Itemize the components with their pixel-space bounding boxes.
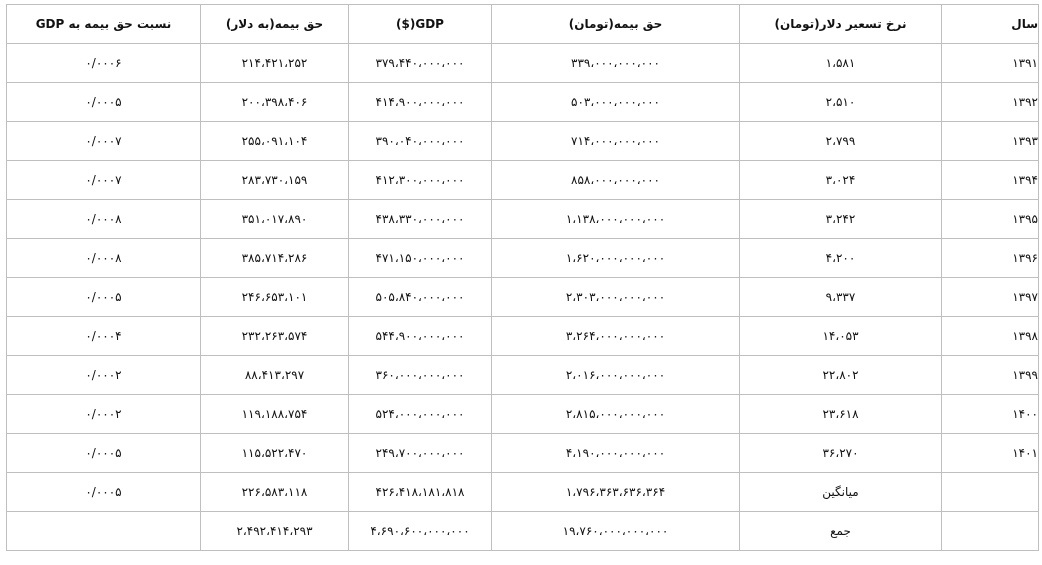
cell-premium-toman: ۸۵۸،۰۰۰،۰۰۰،۰۰۰ bbox=[492, 161, 740, 200]
cell-ratio: ۰/۰۰۰۸ bbox=[7, 200, 201, 239]
cell-rate: ۲۲،۸۰۲ bbox=[740, 356, 942, 395]
header-premium-dollar: حق بیمه(به دلار) bbox=[201, 5, 349, 44]
cell-premium-dollar: ۱۱۵،۵۲۲،۴۷۰ bbox=[201, 434, 349, 473]
cell-premium-dollar: ۲۲۶،۵۸۳،۱۱۸ bbox=[201, 473, 349, 512]
cell-year bbox=[942, 512, 1039, 551]
cell-gdp: ۴۱۴،۹۰۰،۰۰۰،۰۰۰ bbox=[349, 83, 492, 122]
cell-premium-toman: ۱،۱۳۸،۰۰۰،۰۰۰،۰۰۰ bbox=[492, 200, 740, 239]
cell-premium-dollar: ۲۴۶،۶۵۳،۱۰۱ bbox=[201, 278, 349, 317]
cell-ratio: ۰/۰۰۰۲ bbox=[7, 395, 201, 434]
table-row bbox=[7, 317, 1039, 356]
cell-rate: جمع bbox=[740, 512, 942, 551]
cell-rate: ۲۳،۶۱۸ bbox=[740, 395, 942, 434]
table-row bbox=[7, 239, 1039, 278]
cell-rate: ۳،۲۴۲ bbox=[740, 200, 942, 239]
cell-year: ۱۳۹۱ bbox=[942, 44, 1039, 83]
cell-year: ۱۳۹۴ bbox=[942, 161, 1039, 200]
cell-gdp: ۴،۶۹۰،۶۰۰،۰۰۰،۰۰۰ bbox=[349, 512, 492, 551]
cell-premium-dollar: ۲۱۴،۴۲۱،۲۵۲ bbox=[201, 44, 349, 83]
cell-gdp: ۳۶۰،۰۰۰،۰۰۰،۰۰۰ bbox=[349, 356, 492, 395]
header-gdp: GDP($) bbox=[349, 5, 492, 44]
cell-premium-dollar: ۲۸۳،۷۳۰،۱۵۹ bbox=[201, 161, 349, 200]
header-ratio: نسبت حق بیمه به GDP bbox=[7, 5, 201, 44]
cell-premium-dollar: ۳۵۱،۰۱۷،۸۹۰ bbox=[201, 200, 349, 239]
table-row bbox=[7, 44, 1039, 83]
cell-gdp: ۳۹۰،۰۴۰،۰۰۰،۰۰۰ bbox=[349, 122, 492, 161]
cell-gdp: ۴۷۱،۱۵۰،۰۰۰،۰۰۰ bbox=[349, 239, 492, 278]
cell-premium-dollar: ۲،۴۹۲،۴۱۴،۲۹۳ bbox=[201, 512, 349, 551]
cell-year: ۱۳۹۶ bbox=[942, 239, 1039, 278]
table-row bbox=[7, 434, 1039, 473]
cell-gdp: ۲۴۹،۷۰۰،۰۰۰،۰۰۰ bbox=[349, 434, 492, 473]
cell-year: ۱۳۹۸ bbox=[942, 317, 1039, 356]
cell-premium-dollar: ۲۵۵،۰۹۱،۱۰۴ bbox=[201, 122, 349, 161]
table-row bbox=[7, 356, 1039, 395]
table-row bbox=[7, 278, 1039, 317]
cell-premium-toman: ۵۰۳،۰۰۰،۰۰۰،۰۰۰ bbox=[492, 83, 740, 122]
cell-premium-toman: ۳،۲۶۴،۰۰۰،۰۰۰،۰۰۰ bbox=[492, 317, 740, 356]
cell-premium-dollar: ۲۰۰،۳۹۸،۴۰۶ bbox=[201, 83, 349, 122]
cell-premium-toman: ۲،۳۰۳،۰۰۰،۰۰۰،۰۰۰ bbox=[492, 278, 740, 317]
cell-premium-toman: ۲،۸۱۵،۰۰۰،۰۰۰،۰۰۰ bbox=[492, 395, 740, 434]
cell-premium-dollar: ۱۱۹،۱۸۸،۷۵۴ bbox=[201, 395, 349, 434]
cell-ratio: ۰/۰۰۰۷ bbox=[7, 122, 201, 161]
header-year: سال bbox=[942, 5, 1039, 44]
cell-gdp: ۴۲۶،۴۱۸،۱۸۱،۸۱۸ bbox=[349, 473, 492, 512]
cell-ratio: ۰/۰۰۰۵ bbox=[7, 434, 201, 473]
cell-premium-dollar: ۸۸،۴۱۳،۲۹۷ bbox=[201, 356, 349, 395]
cell-gdp: ۴۳۸،۳۳۰،۰۰۰،۰۰۰ bbox=[349, 200, 492, 239]
cell-ratio: ۰/۰۰۰۵ bbox=[7, 83, 201, 122]
table-row bbox=[7, 122, 1039, 161]
cell-premium-dollar: ۳۸۵،۷۱۴،۲۸۶ bbox=[201, 239, 349, 278]
cell-year: ۱۳۹۲ bbox=[942, 83, 1039, 122]
cell-ratio: ۰/۰۰۰۷ bbox=[7, 161, 201, 200]
cell-rate: ۱،۵۸۱ bbox=[740, 44, 942, 83]
cell-year: ۱۴۰۰ bbox=[942, 395, 1039, 434]
cell-ratio: ۰/۰۰۰۸ bbox=[7, 239, 201, 278]
cell-premium-toman: ۲،۰۱۶،۰۰۰،۰۰۰،۰۰۰ bbox=[492, 356, 740, 395]
cell-premium-toman: ۱،۷۹۶،۳۶۳،۶۳۶،۳۶۴ bbox=[492, 473, 740, 512]
cell-rate: میانگین bbox=[740, 473, 942, 512]
cell-gdp: ۳۷۹،۴۴۰،۰۰۰،۰۰۰ bbox=[349, 44, 492, 83]
header-row bbox=[7, 5, 1039, 44]
header-premium-toman: حق بیمه(تومان) bbox=[492, 5, 740, 44]
header-rate: نرخ تسعیر دلار(تومان) bbox=[740, 5, 942, 44]
cell-year: ۱۳۹۳ bbox=[942, 122, 1039, 161]
cell-ratio: ۰/۰۰۰۶ bbox=[7, 44, 201, 83]
cell-premium-toman: ۱،۶۲۰،۰۰۰،۰۰۰،۰۰۰ bbox=[492, 239, 740, 278]
table-row bbox=[7, 473, 1039, 512]
cell-rate: ۲،۷۹۹ bbox=[740, 122, 942, 161]
cell-premium-toman: ۳۳۹،۰۰۰،۰۰۰،۰۰۰ bbox=[492, 44, 740, 83]
cell-gdp: ۵۰۵،۸۴۰،۰۰۰،۰۰۰ bbox=[349, 278, 492, 317]
cell-year: ۱۳۹۵ bbox=[942, 200, 1039, 239]
cell-rate: ۳،۰۲۴ bbox=[740, 161, 942, 200]
cell-gdp: ۵۴۴،۹۰۰،۰۰۰،۰۰۰ bbox=[349, 317, 492, 356]
table-row bbox=[7, 200, 1039, 239]
cell-premium-toman: ۱۹،۷۶۰،۰۰۰،۰۰۰،۰۰۰ bbox=[492, 512, 740, 551]
cell-rate: ۳۶،۲۷۰ bbox=[740, 434, 942, 473]
cell-premium-toman: ۷۱۴،۰۰۰،۰۰۰،۰۰۰ bbox=[492, 122, 740, 161]
cell-ratio bbox=[7, 512, 201, 551]
cell-year: ۱۳۹۹ bbox=[942, 356, 1039, 395]
cell-year: ۱۳۹۷ bbox=[942, 278, 1039, 317]
cell-gdp: ۵۲۴،۰۰۰،۰۰۰،۰۰۰ bbox=[349, 395, 492, 434]
cell-premium-dollar: ۲۳۲،۲۶۳،۵۷۴ bbox=[201, 317, 349, 356]
cell-year: ۱۴۰۱ bbox=[942, 434, 1039, 473]
cell-ratio: ۰/۰۰۰۲ bbox=[7, 356, 201, 395]
cell-rate: ۹،۳۳۷ bbox=[740, 278, 942, 317]
cell-premium-toman: ۴،۱۹۰،۰۰۰،۰۰۰،۰۰۰ bbox=[492, 434, 740, 473]
table-row bbox=[7, 161, 1039, 200]
table-row bbox=[7, 83, 1039, 122]
cell-year bbox=[942, 473, 1039, 512]
table-row bbox=[7, 395, 1039, 434]
table-body bbox=[7, 44, 1039, 551]
cell-ratio: ۰/۰۰۰۴ bbox=[7, 317, 201, 356]
cell-ratio: ۰/۰۰۰۵ bbox=[7, 473, 201, 512]
cell-ratio: ۰/۰۰۰۵ bbox=[7, 278, 201, 317]
cell-rate: ۲،۵۱۰ bbox=[740, 83, 942, 122]
cell-rate: ۴،۲۰۰ bbox=[740, 239, 942, 278]
cell-gdp: ۴۱۲،۳۰۰،۰۰۰،۰۰۰ bbox=[349, 161, 492, 200]
insurance-gdp-table bbox=[6, 4, 1039, 551]
cell-rate: ۱۴،۰۵۳ bbox=[740, 317, 942, 356]
table-row bbox=[7, 512, 1039, 551]
